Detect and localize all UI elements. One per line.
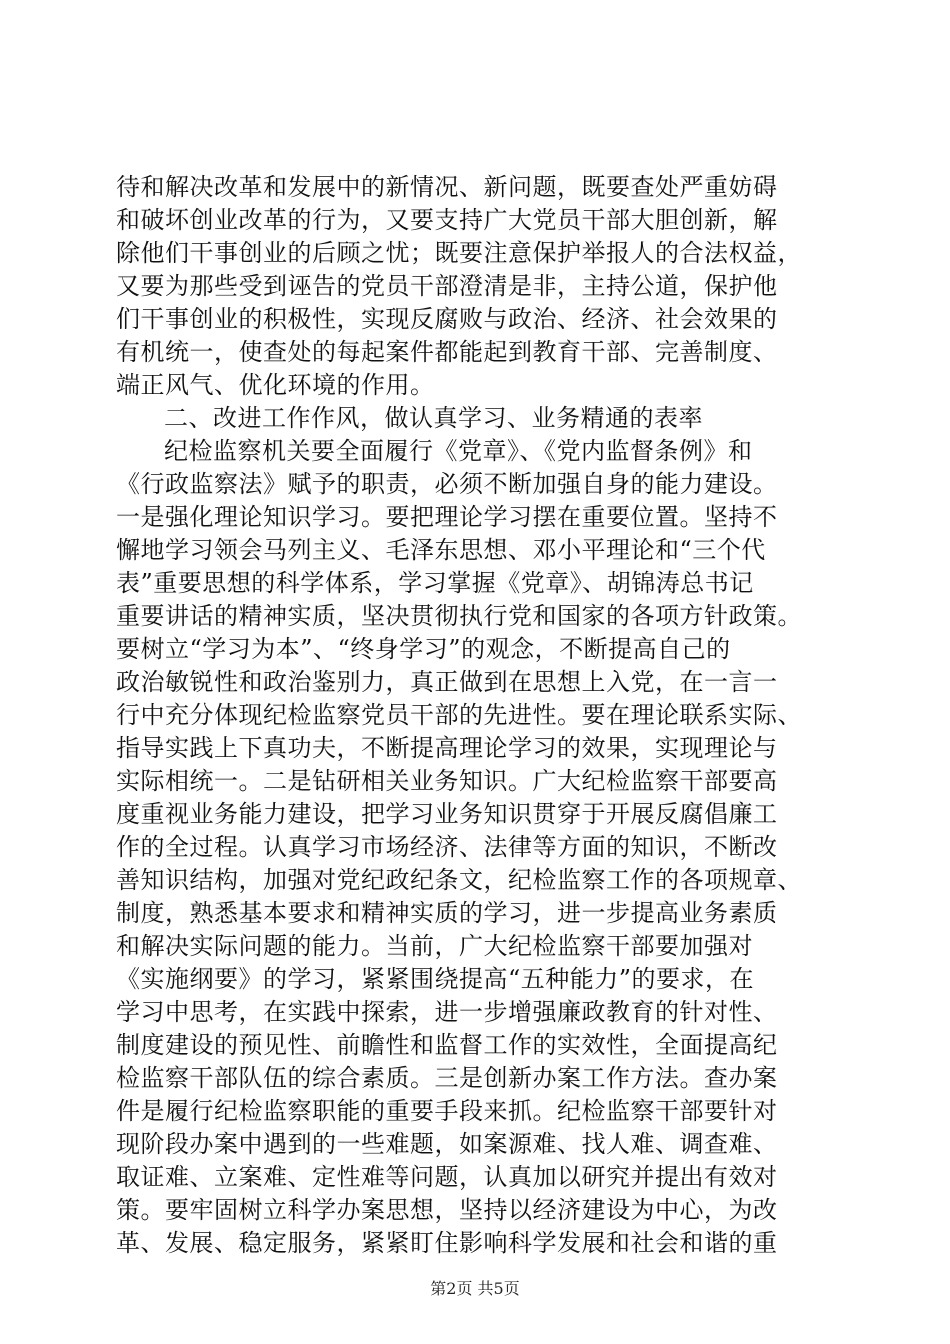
text-line: 政治敏锐性和政治鉴别力，真正做到在思想上入党，在一言一	[116, 668, 778, 696]
text-line: 待和解决改革和发展中的新情况、新问题，既要查处严重妨碍	[116, 173, 778, 201]
text-line: 善知识结构，加强对党纪政纪条文，纪检监察工作的各项规章、	[116, 866, 802, 894]
text-line: 有机统一，使查处的每起案件都能起到教育干部、完善制度、	[116, 338, 778, 366]
text-line: 们干事创业的积极性，实现反腐败与政治、经济、社会效果的	[116, 305, 778, 333]
text-line: 检监察干部队伍的综合素质。三是创新办案工作方法。查办案	[116, 1064, 778, 1092]
text-line: 表”重要思想的科学体系，学习掌握《党章》、胡锦涛总书记	[116, 569, 754, 597]
text-line: 又要为那些受到诬告的党员干部澄清是非，主持公道，保护他	[116, 272, 778, 300]
text-line: 端正风气、优化环境的作用。	[116, 371, 435, 399]
text-line: 除他们干事创业的后顾之忧；既要注意保护举报人的合法权益，	[116, 239, 802, 267]
text-line: 制度，熟悉基本要求和精神实质的学习，进一步提高业务素质	[116, 899, 778, 927]
text-line: 行中充分体现纪检监察党员干部的先进性。要在理论联系实际、	[116, 701, 802, 729]
text-line: 件是履行纪检监察职能的重要手段来抓。纪检监察干部要针对	[116, 1097, 778, 1125]
text-line: 革、发展、稳定服务，紧紧盯住影响科学发展和社会和谐的重	[116, 1229, 778, 1257]
body-text	[116, 171, 836, 1260]
text-line: 《行政监察法》赋予的职责，必须不断加强自身的能力建设。	[116, 470, 778, 498]
text-line: 制度建设的预见性、前瞻性和监督工作的实效性，全面提高纪	[116, 1031, 778, 1059]
text-line: 和解决实际问题的能力。当前，广大纪检监察干部要加强对	[116, 932, 753, 960]
text-line: 实际相统一。二是钻研相关业务知识。广大纪检监察干部要高	[116, 767, 778, 795]
page-number-footer: 第2页 共5页	[430, 1279, 520, 1298]
section-heading: 二、改进工作作风，做认真学习、业务精通的表率	[164, 404, 703, 432]
text-line: 取证难、立案难、定性难等问题，认真加以研究并提出有效对	[116, 1163, 778, 1191]
paragraph-first-line: 纪检监察机关要全面履行《党章》、《党内监督条例》和	[164, 437, 753, 465]
text-line: 重要讲话的精神实质，坚决贯彻执行党和国家的各项方针政策。	[116, 602, 802, 630]
text-line: 学习中思考，在实践中探索，进一步增强廉政教育的针对性、	[116, 998, 778, 1026]
text-line: 一是强化理论知识学习。要把理论学习摆在重要位置。坚持不	[116, 503, 778, 531]
text-line: 《实施纲要》的学习，紧紧围绕提高“五种能力”的要求，在	[116, 965, 755, 993]
text-line: 要树立“学习为本”、“终身学习”的观念，不断提高自己的	[116, 635, 731, 663]
text-line: 度重视业务能力建设，把学习业务知识贯穿于开展反腐倡廉工	[116, 800, 778, 828]
text-line: 现阶段办案中遇到的一些难题，如案源难、找人难、调查难、	[116, 1130, 778, 1158]
text-line: 指导实践上下真功夫，不断提高理论学习的效果，实现理论与	[116, 734, 778, 762]
text-line: 懈地学习领会马列主义、毛泽东思想、邓小平理论和“三个代	[116, 536, 766, 564]
text-line: 和破坏创业改革的行为，又要支持广大党员干部大胆创新，解	[116, 206, 778, 234]
text-line: 作的全过程。认真学习市场经济、法律等方面的知识，不断改	[116, 833, 778, 861]
text-line: 策。要牢固树立科学办案思想，坚持以经济建设为中心，为改	[116, 1196, 778, 1224]
